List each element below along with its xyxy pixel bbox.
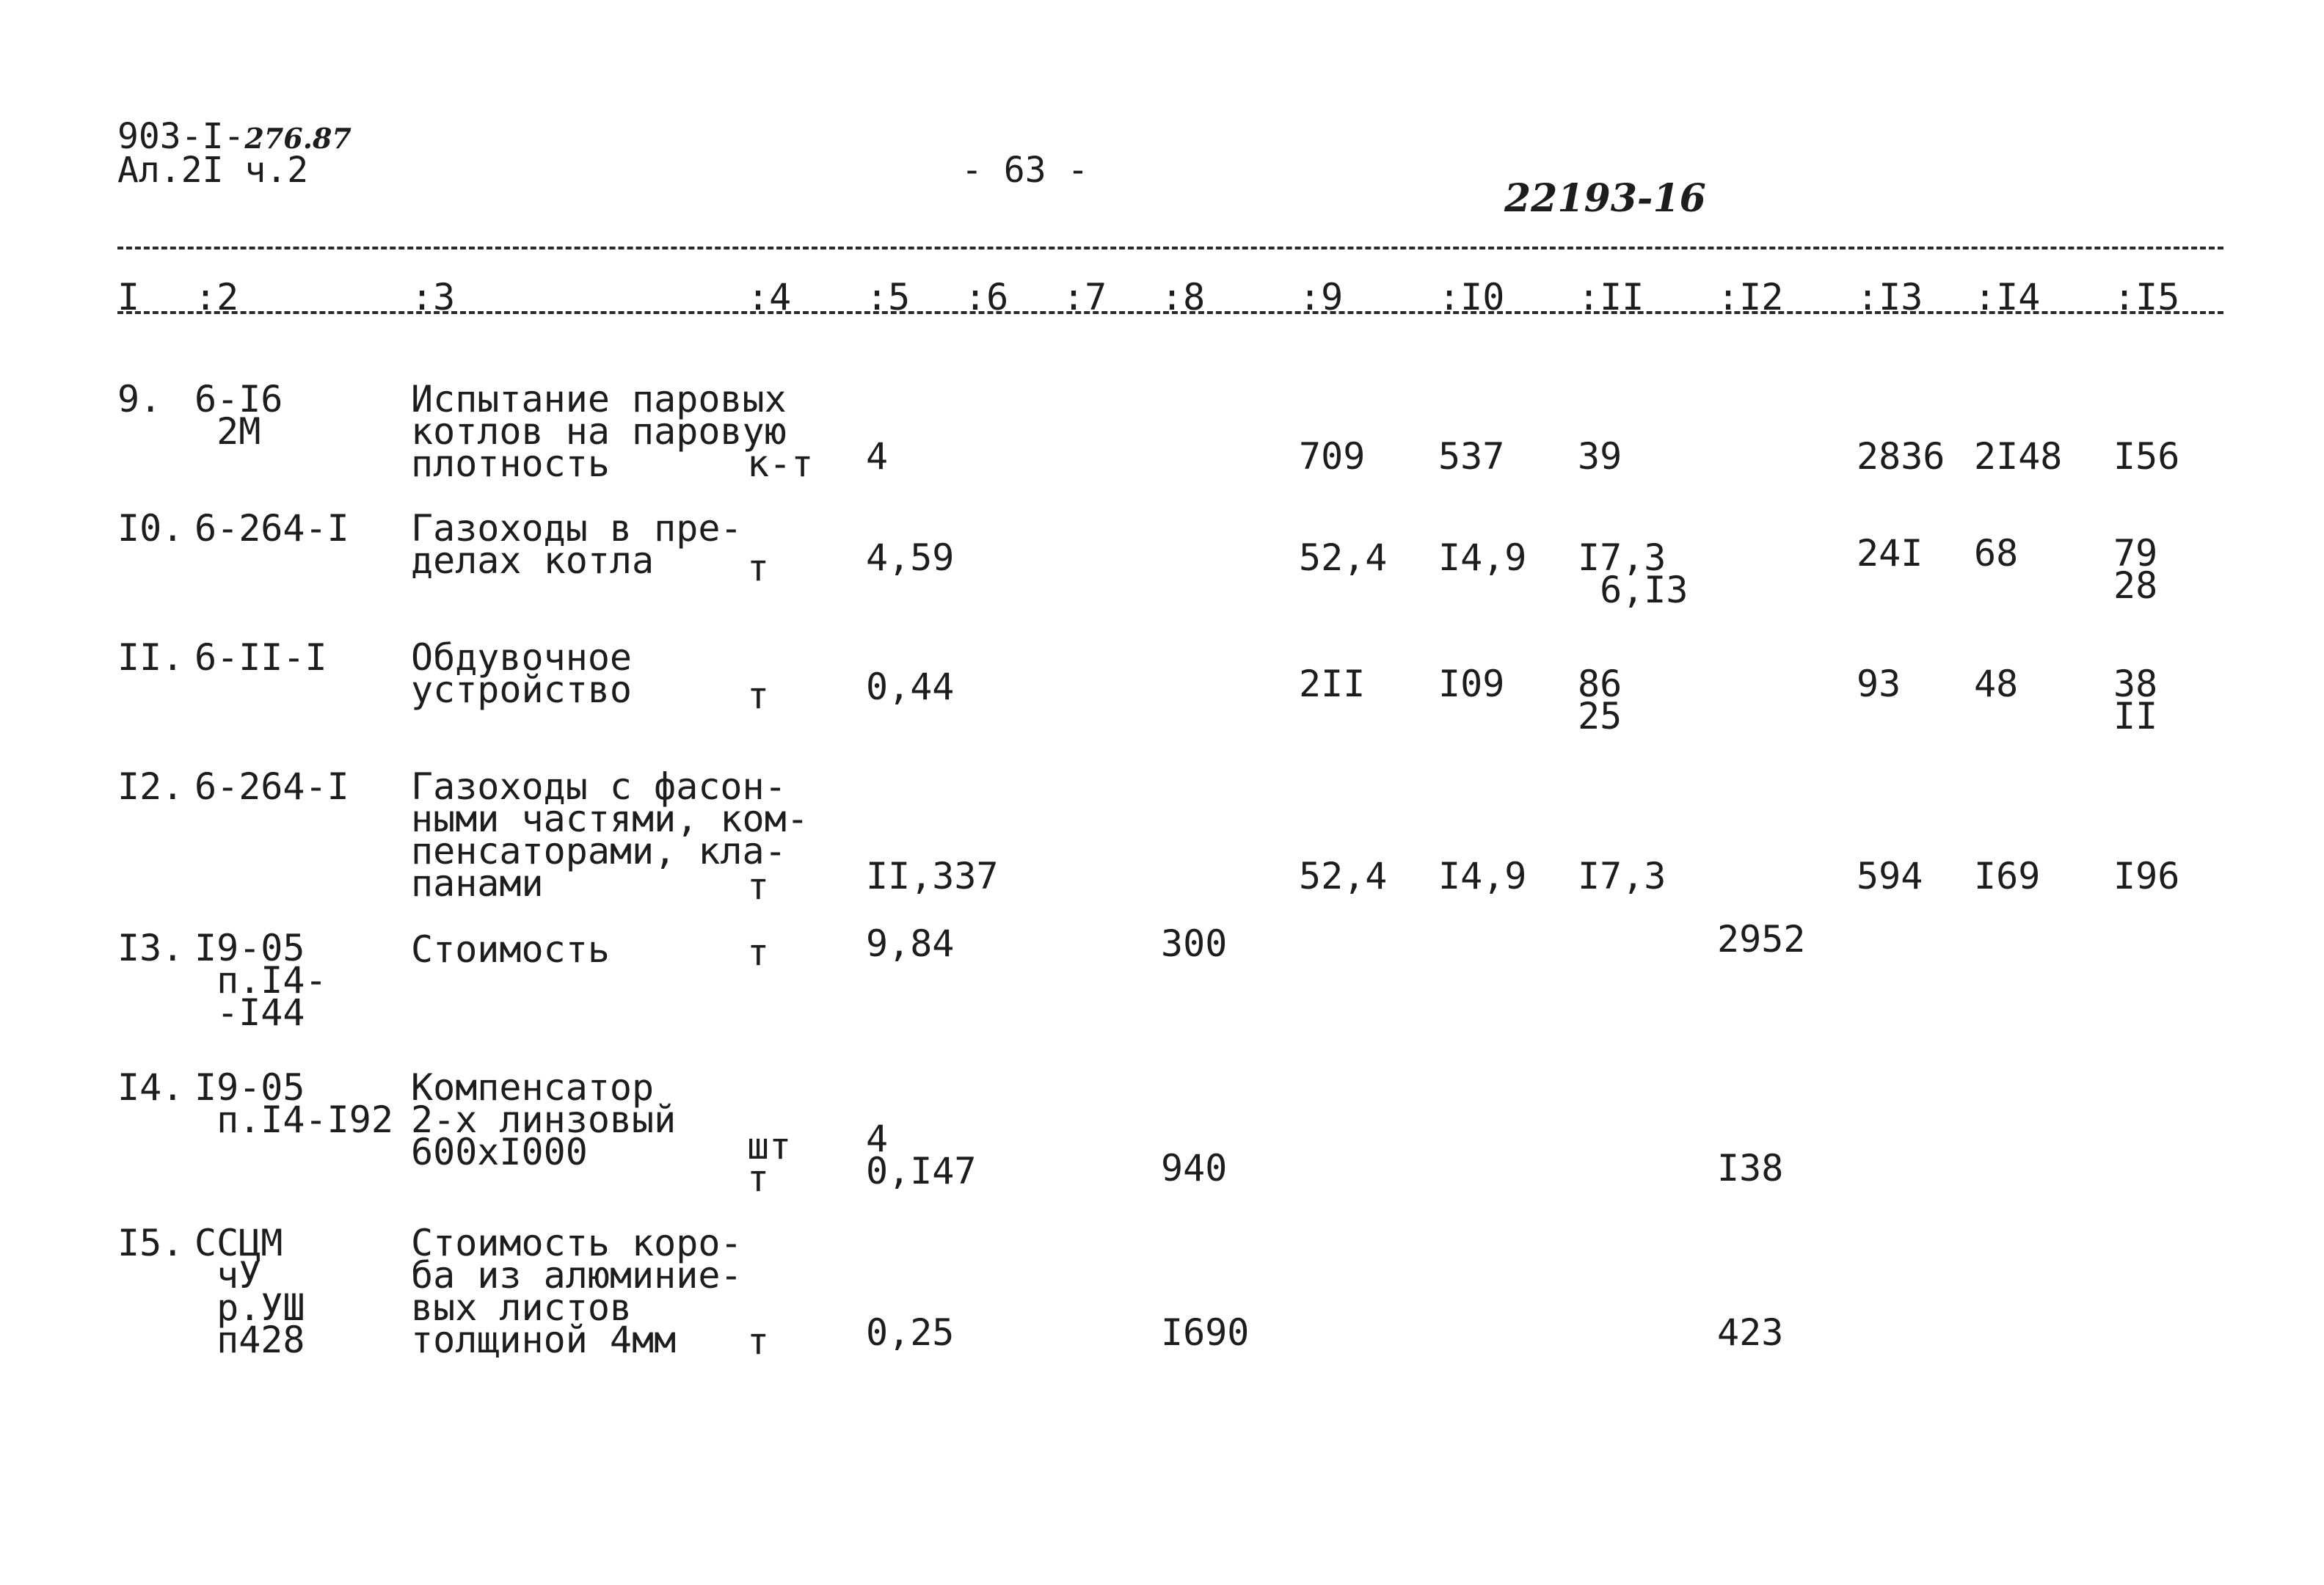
row-col11: 86 25 [1578,663,1622,737]
row-name: Испытание паровых котлов на паровую плотность [411,378,787,485]
row-code: ССЦМ чУ р.УШ п428 [194,1222,305,1361]
row-col11: I7,3 6,I3 [1578,536,1689,611]
row-name: Обдувочное устройство [411,636,633,711]
page-number: - 63 - [961,150,1089,191]
row-col10: I4,9 [1438,536,1527,579]
row-name: Стоимость [411,928,610,971]
row-col15: I56 [2113,435,2180,478]
row-number: II. [117,636,184,679]
row-col10: 537 [1438,435,1505,478]
row-col9: 52,4 [1299,855,1388,897]
row-col14: 48 [1974,663,2019,705]
row-col9: 709 [1299,435,1366,478]
col-header-3: :3 [411,276,456,318]
row-code: 6-264-I [194,765,349,808]
row-number: 9. [117,378,162,420]
row-number: I3. [117,927,184,969]
row-col8: 940 [1161,1147,1228,1189]
row-qty: 0,25 [866,1311,955,1354]
row-col12: 2952 [1717,918,1806,961]
row-col15: 38 II [2113,663,2158,737]
row-qty: 4 [866,435,889,478]
row-col13: 594 [1857,855,1923,897]
col-header-9: :9 [1299,276,1344,318]
row-number: I5. [117,1222,184,1264]
row-unit: к-т [747,442,814,485]
row-col8: I690 [1161,1311,1250,1354]
row-unit: т [747,1320,770,1363]
row-col9: 52,4 [1299,536,1388,579]
row-col14: 2I48 [1974,435,2063,478]
row-col15: I96 [2113,855,2180,897]
row-number: I4. [117,1066,184,1109]
row-col15: 79 28 [2113,532,2158,607]
row-qty: 0,44 [866,666,955,708]
row-col10: I4,9 [1438,855,1527,897]
row-col12: I38 [1717,1147,1784,1189]
row-code: 6-264-I [194,507,349,550]
row-col11: 39 [1578,435,1622,478]
row-qty: 4 0,I47 [866,1118,977,1192]
album-label: Ал.2I ч.2 [117,150,309,191]
row-number: I2. [117,765,184,808]
col-header-13: :I3 [1857,276,1923,318]
col-header-12: :I2 [1717,276,1784,318]
row-unit: т [747,865,770,908]
row-name: Газоходы в пре- делах котла [411,507,743,582]
row-name: Стоимость коро- ба из алюминие- вых листов толщиной 4мм [411,1222,743,1361]
row-code: 6-II-I [194,636,327,679]
doc-code-handwritten: 276.87 [244,122,351,155]
col-header-1: I [117,276,140,318]
doc-code-printed: 903-I- [117,116,245,157]
row-col10: I09 [1438,663,1505,705]
col-header-4: :4 [747,276,792,318]
col-header-14: :I4 [1974,276,2041,318]
row-qty: 9,84 [866,922,955,965]
col-header-6: :6 [964,276,1009,318]
col-header-10: :I0 [1438,276,1505,318]
row-unit: шт т [747,1125,792,1200]
row-unit: т [747,547,770,589]
col-header-5: :5 [866,276,911,318]
row-col13: 2836 [1857,435,1945,478]
row-unit: т [747,931,770,974]
row-col13: 93 [1857,663,1901,705]
row-qty: 4,59 [866,536,955,579]
row-name: Газоходы с фасон- ными частями, ком- пенсаторами, кла- панами [411,765,809,905]
row-qty: II,337 [866,855,999,897]
row-code: 6-I6 2M [194,378,283,453]
row-code: I9-05 п.I4- -I44 [194,927,327,1034]
col-header-8: :8 [1161,276,1206,318]
row-col11: I7,3 [1578,855,1666,897]
col-header-15: :I5 [2113,276,2180,318]
row-col14: I69 [1974,855,2041,897]
row-col14: 68 [1974,532,2019,575]
col-header-2: :2 [194,276,239,318]
top-rule [117,247,2223,249]
row-col12: 423 [1717,1311,1784,1354]
row-col9: 2II [1299,663,1366,705]
row-col8: 300 [1161,922,1228,965]
doc-code [117,116,351,157]
row-code: I9-05 п.I4-I92 [194,1066,393,1141]
col-header-7: :7 [1063,276,1107,318]
col-header-11: :II [1578,276,1644,318]
row-col13: 24I [1857,532,1923,575]
row-unit: т [747,674,770,717]
row-number: I0. [117,507,184,550]
row-name: Компенсатор 2-х линзовый 600xI000 [411,1066,677,1173]
sheet-number: 22193-16 [1504,176,1706,221]
